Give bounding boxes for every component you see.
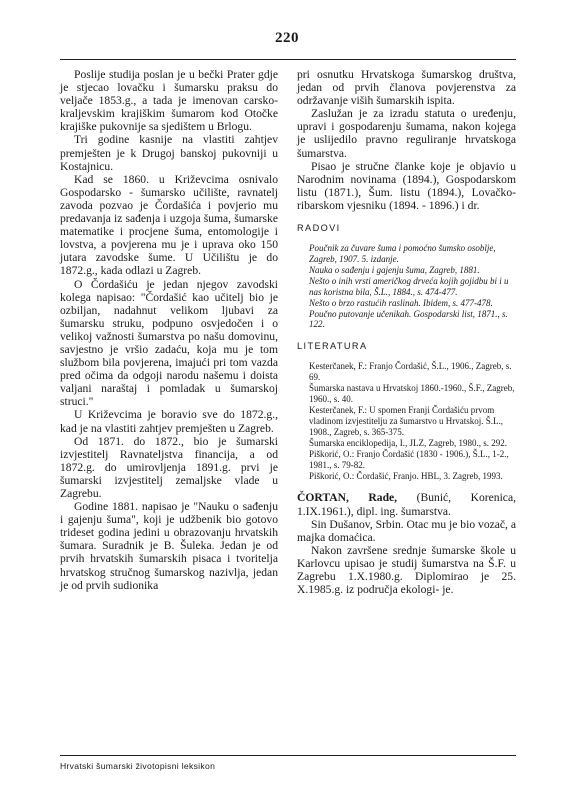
header-rule	[60, 59, 516, 60]
paragraph: pri osnutku Hrvatskoga šumarskog društva, jedan od prvih članova povjerenstva za održavanje viših šumarskih ispita.	[297, 68, 516, 108]
literatura-list	[297, 361, 516, 481]
radovi-item: Poučno putovanje učenikah. Gospodarski list, 1871., s. 122.	[309, 308, 508, 330]
literatura-item: Šumarska nastava u Hrvatskoj 1860.-1960., Š.F., Zagreb, 1960., s. 40.	[309, 383, 515, 405]
literatura-item: Šumarska enciklopedija, I., JLZ, Zagreb, 1980., s. 292.	[309, 437, 507, 448]
literatura-item: Kesterčanek, F.: Franjo Čordašić, Š.L., 1906., Zagreb, s. 69.	[309, 361, 512, 383]
footer-text: Hrvatski šumarski životopisni leksikon	[60, 761, 216, 771]
paragraph: Sin Dušanov, Srbin. Otac mu je bio vozač, a majka domaćica.	[297, 517, 516, 544]
page-number: 220	[275, 30, 299, 46]
paragraph: Zaslužan je za izradu statuta o uređenju, upravi i gospodarenju šumama, nakon kojega je uslijedilo pravno reguliranje hrvatskoga šumarstva.	[297, 107, 516, 160]
paragraph: Poslije studija poslan je u bečki Prater gdje je stjecao lovačku i šumarsku praksu do veljače 1853.g., a tada je imenovan carsko-kraljevskim krajiškim šumarom kod Otočke krajiške pukovnije sa sjedištem u Brlogu.	[60, 68, 278, 134]
left-column	[60, 68, 278, 592]
radovi-item: Poučnik za čuvare šuma i pomoćno šumsko osoblje, Zagreb, 1907. 5. izdanje.	[309, 243, 496, 265]
radovi-heading: RADOVI	[297, 223, 341, 234]
radovi-list	[297, 243, 516, 330]
literatura-item: Piškorić, O.: Čordašić, Franjo. HBL, 3. Zagreb, 1993.	[309, 470, 503, 481]
radovi-item: Nauka o sađenju i gajenju šuma, Zagreb, 1881.	[309, 264, 480, 275]
paragraph: Kad se 1860. u Križevcima osnivalo Gospodarsko - šumarsko učilište, ravnatelj zavoda pozvao je Čordašića i povjerio mu predavanja iz sađenja i uzgoja šuma, šumarske matematike i procjene šuma, entomologije i lovstva, a povjerena mu je i uprava oko 150 jutara zavodske šume. U Učilištu je do 1872.g., kada odlazi u Zagreb.	[60, 172, 278, 278]
literatura-item: Piškorić, O.: Franjo Čordašić (1830 - 1906.), Š.L., 1-2., 1981., s. 79-82.	[309, 448, 509, 470]
radovi-item: Nešto o inih vrsti američkog drveća kojih gojidbu bi i u nas koristna bila, Š.L., 1884., s. 474-477.	[309, 275, 509, 297]
right-column	[297, 68, 516, 596]
literatura-item: Kesterčanek, F.: U spomen Franji Čordašiću prvom vladinom izvjestitelju za šumarstvo u Hrvatskoj. Š.L., 1908., Zagreb, s. 365-375.	[309, 405, 503, 437]
footer-rule	[60, 755, 516, 756]
paragraph: Od 1871. do 1872., bio je šumarski izvjestitelj Ravnateljstva financija, a od 1872.g. do umirovljenja 1891.g. prvi je šumarski izvjestitelj zemaljske vlade u Zagrebu.	[60, 434, 278, 500]
paragraph: U Križevcima je boravio sve do 1872.g., kad je na vlastiti zahtjev premješten u Zagreb.	[60, 408, 278, 435]
entry-intro: (Bunić, Korenica, 1.IX.1961.), dipl. ing. šumarstva.	[297, 491, 516, 518]
radovi-item: Nešto o brzo rastućih raslinah. Ibidem, s. 477-478.	[309, 297, 493, 308]
paragraph: Tri godine kasnije na vlastiti zahtjev premješten je k Drugoj banskoj pukovniji u Kostajnicu.	[60, 133, 278, 173]
paragraph: Pisao je stručne članke koje je objavio u Narodnim novinama (1894.), Gospodarskom listu (1871.), Šum. listu (1894.), Lovačko-ribarskom vjesniku (1894. - 1896.) i dr.	[297, 159, 516, 212]
paragraph: Nakon završene srednje šumarske škole u Karlovcu upisao je studij šumarstva na Š.F. u Zagrebu 1.X.1980.g. Diplomirao je 25. X.1985.g. iz područja ekologi- je.	[297, 543, 516, 597]
entry-heading	[297, 491, 516, 517]
paragraph: O Čordašiću je jedan njegov zavodski kolega napisao: "Čordašić kao učitelj bio je ozbiljan, nadahnut velikom ljubavi za šumarsku struku, podpuno osvjedočen i o velikoj važnosti šumarstva po našu domovinu, savjestno je vršio zadaću, koja mu je tom službom bila povjerena, imajući pri tom vazda pred očima da odgoji narodu našemu i doista valjani naraštaj i pomladak u šumarskoj struci."	[60, 277, 278, 409]
literatura-heading: LITERATURA	[297, 341, 368, 352]
entry-name: ČORTAN, Rade,	[297, 491, 398, 505]
paragraph: Godine 1881. napisao je "Nauku o sađenju i gajenju šuma", koji je udžbenik bio gotovo trideset godina jedini u obrazovanju hrvatskih šumara. Suradnik je B. Šuleka. Jedan je od prvih hrvatskih šumarskih pisaca i tvoritelja hrvatskog stručnog šumarskog nazivlja, jedan je od prvih sudionika	[60, 500, 278, 592]
